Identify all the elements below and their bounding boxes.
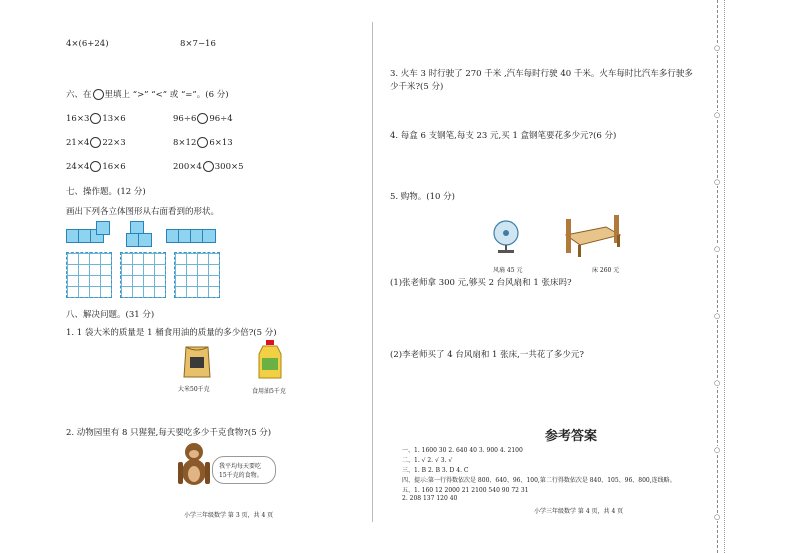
lhs: 16×3 [66,114,90,124]
compare-item [173,161,244,172]
question-2: 2. 动物园里有 8 只猩猩,每天要吃多少千克食物?(5 分) [66,428,272,438]
binding-hole-icon: ○ [713,446,721,454]
bed-image [562,213,624,259]
expr-a: 4×(6+24) [66,39,109,49]
section-8-title: 八、解决问题。(31 分) [66,310,155,320]
lhs: 96÷6 [173,114,197,124]
speech-line-2: 15千克的食物。 [219,472,263,479]
rice-bag-image [181,345,213,379]
fan-price-label: 风扇 45 元 [493,267,523,274]
question-5: 5. 购物。(10 分) [390,192,455,202]
answer-circle-icon[interactable] [90,161,101,172]
rhs: 13×6 [102,114,126,124]
expr-row-1 [66,39,109,49]
compare-item [173,137,233,148]
rhs: 6×13 [209,138,233,148]
binding-hole-icon: ○ [713,178,721,186]
cube-shape-1 [66,221,110,245]
binding-hole-icon: ○ [713,245,721,253]
sec6-title-b: 里填上 “>” “<” 或 “=”。(6 分) [104,90,229,100]
binding-hole-icon: ○ [713,312,721,320]
rhs: 96÷4 [209,114,233,124]
lhs: 200×4 [173,162,202,172]
drawing-grid[interactable] [120,252,166,298]
page-footer-right: 小学三年级数学 第 4 页，共 4 页 [534,508,624,515]
lhs: 8×12 [173,138,197,148]
expr-b: 8×7−16 [180,39,216,49]
rhs: 300×5 [214,162,244,172]
question-4: 4. 每盒 6 支钢笔,每支 23 元,买 1 盒钢笔要花多少元?(6 分) [390,131,617,141]
rhs: 22×3 [102,138,126,148]
blank-circle-icon [93,89,104,100]
answer-circle-icon[interactable] [90,137,101,148]
fan-image [492,220,520,254]
rhs: 16×6 [102,162,126,172]
answer-line: 一、1. 1600 30 2. 640 40 3. 900 4. 2100 [402,447,523,454]
binding-hole-icon: ○ [713,513,721,521]
gorilla-image [176,440,212,492]
sub-question-1: (1)张老师拿 300 元,够买 2 台风扇和 1 张床吗? [390,278,572,288]
answer-line: 三、1. B 2. B 3. D 4. C [402,467,469,474]
expr-row-1b [180,39,216,49]
answer-circle-icon[interactable] [197,113,208,124]
oil-label: 食用油5千克 [252,388,286,395]
cube-shape-3 [166,221,218,245]
bed-price-label: 床 260 元 [592,267,620,274]
compare-item [66,113,126,124]
page-divider [372,22,373,522]
answer-key-title: 参考答案 [545,429,598,444]
lhs: 24×4 [66,162,90,172]
cube-shape-2 [126,221,156,245]
binding-hole-icon: ○ [713,44,721,52]
question-3-line-1: 3. 火车 3 时行驶了 270 千米 ,汽车每时行驶 40 千米。火车每时比汽车多行驶多 [390,69,693,79]
answer-circle-icon[interactable] [197,137,208,148]
answer-line: 五、1. 160 12 2000 21 2100 540 90 72 31 [402,487,529,494]
page-footer-left: 小学三年级数学 第 3 页，共 4 页 [184,512,274,519]
compare-item [66,137,126,148]
rice-label: 大米50千克 [178,386,210,393]
binding-hole-icon: ○ [713,111,721,119]
section-6-title [66,88,229,100]
binding-line [717,0,718,553]
lhs: 21×4 [66,138,90,148]
speech-bubble [212,456,276,484]
drawing-grid[interactable] [66,252,112,298]
sub-question-2: (2)李老师买了 4 台风扇和 1 张床,一共花了多少元? [390,350,584,360]
answer-line: 二、1. √ 2. √ 3. √ [402,457,453,464]
binding-dots [724,0,725,553]
binding-hole-icon: ○ [713,379,721,387]
question-1: 1. 1 袋大米的质量是 1 桶食用油的质量的多少倍?(5 分) [66,328,277,338]
speech-line-1: 我平均每天要吃 [219,463,262,470]
drawing-grid[interactable] [174,252,220,298]
question-3-line-2: 少千米?(5 分) [390,82,444,92]
sec6-title-a: 六、在 [66,90,92,100]
answer-line: 2. 208 137 120 40 [402,495,458,502]
oil-jug-image [257,340,283,380]
compare-item [66,161,126,172]
answer-line: 四、提示:第一行得数依次是 800、640、96、100,第二行得数依次是 840、105、96、800,连线略。 [402,477,676,484]
section-7-title: 七、操作题。(12 分) [66,187,146,197]
answer-circle-icon[interactable] [203,161,214,172]
compare-item [173,113,233,124]
answer-circle-icon[interactable] [90,113,101,124]
section-7-instruction: 画出下列各立体图形从右面看到的形状。 [66,207,220,217]
